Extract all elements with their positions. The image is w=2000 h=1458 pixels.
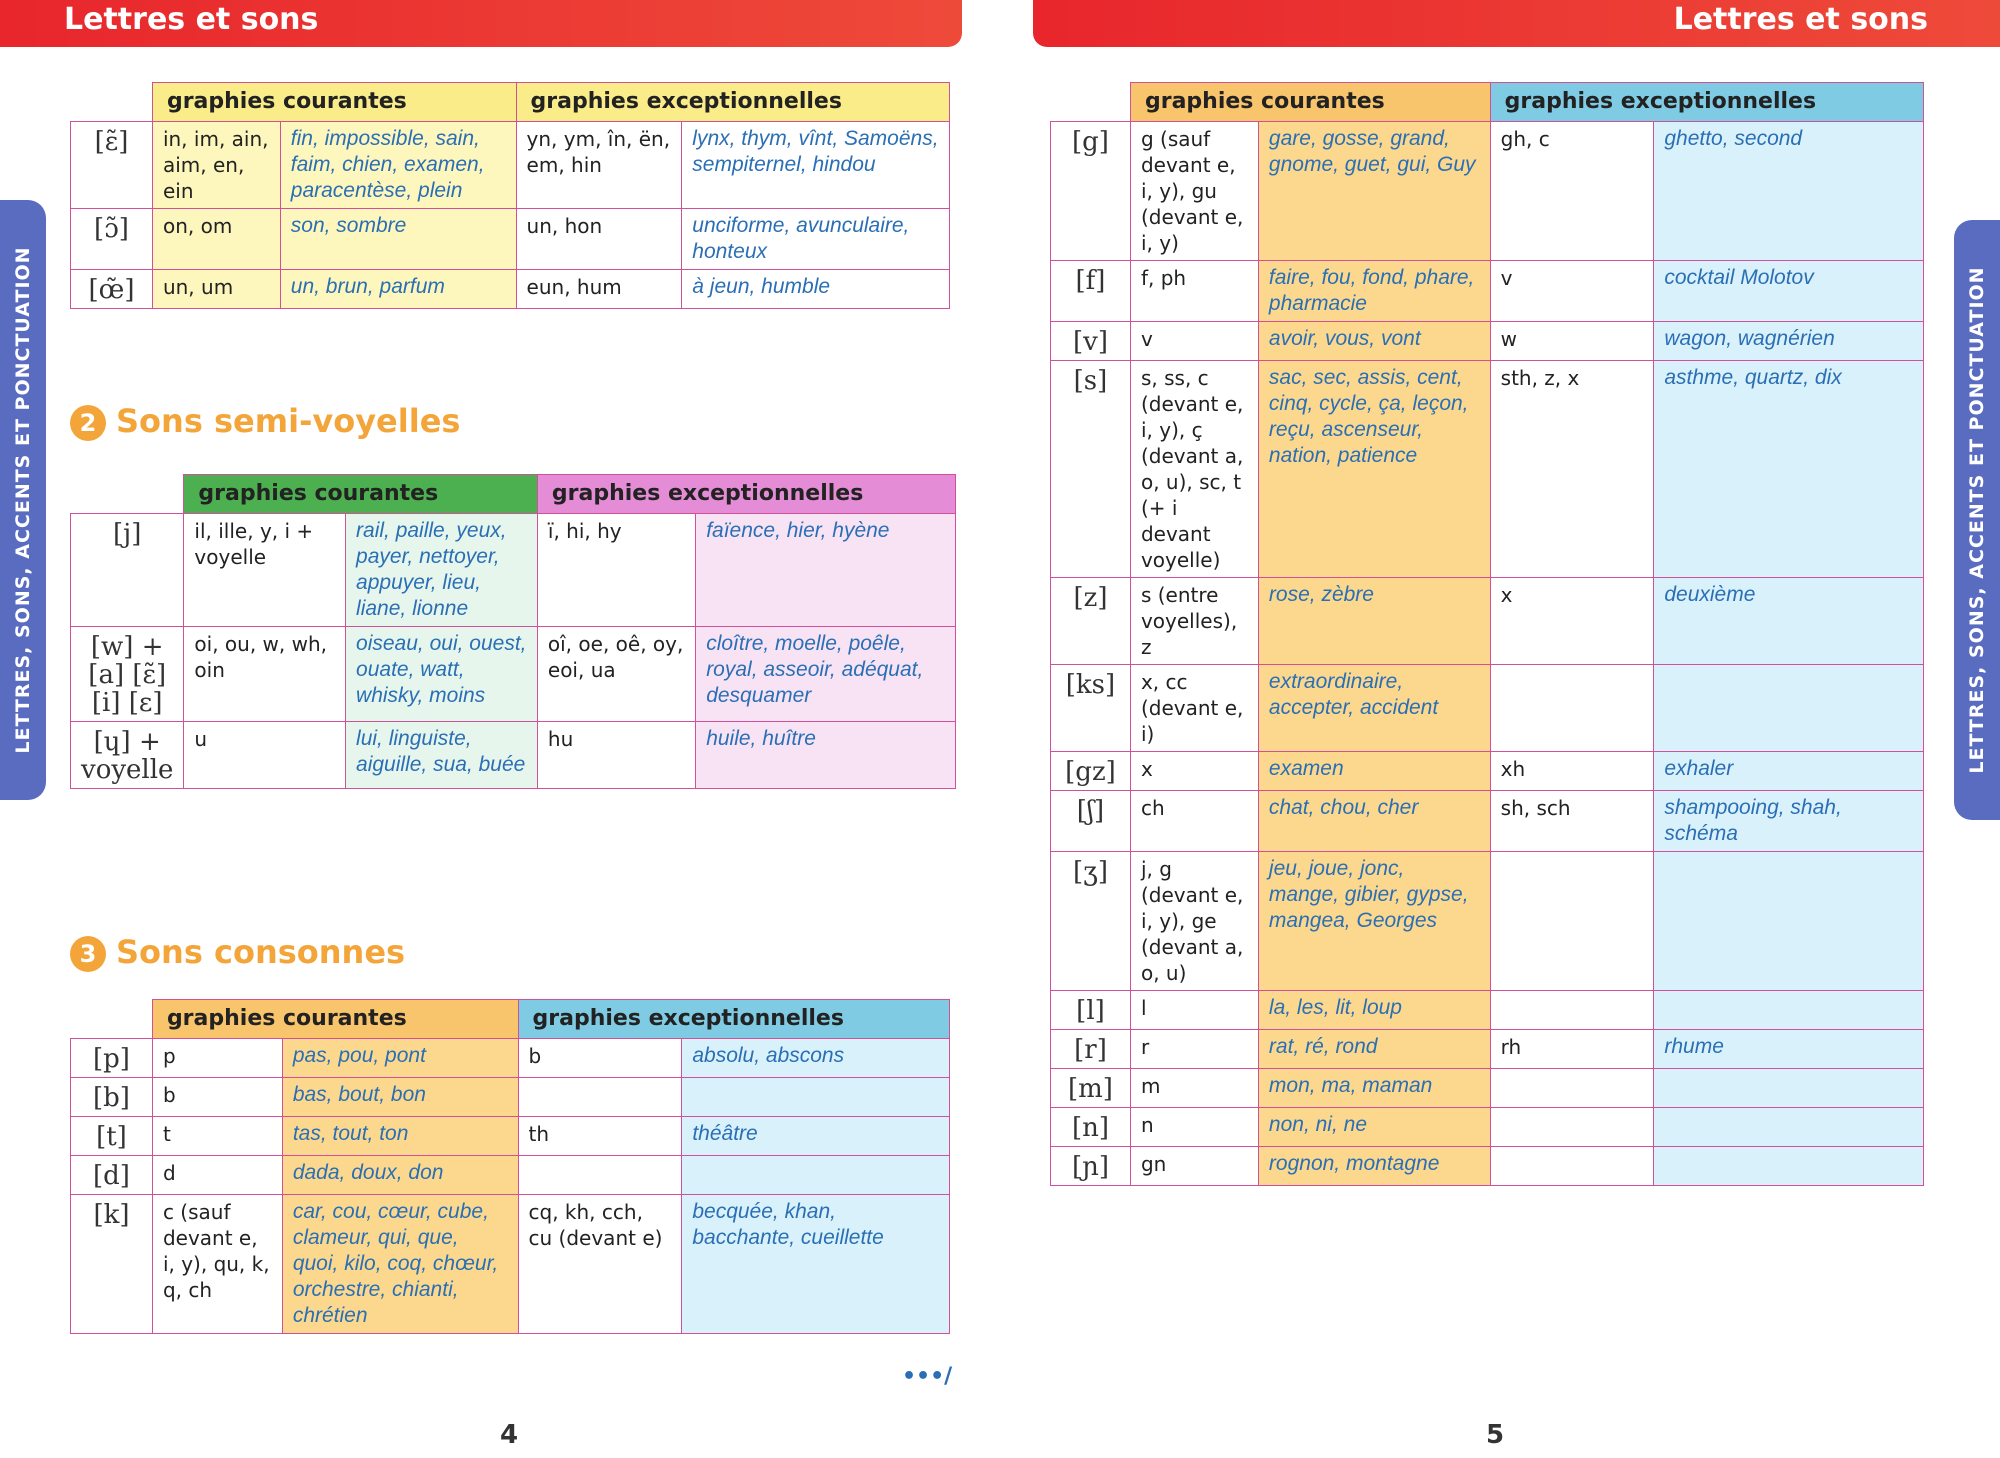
nasal-vowels-table xyxy=(70,82,950,309)
exceptional-examples: huile, huître xyxy=(696,722,956,789)
exceptional-spelling: sh, sch xyxy=(1490,791,1654,852)
phonetic-symbol: [f] xyxy=(1051,261,1131,322)
exceptional-examples: rhume xyxy=(1654,1030,1924,1069)
common-examples: dada, doux, don xyxy=(282,1156,518,1195)
common-spelling: s, ss, c (devant e, i, y), ç (devant a, o, u), sc, t (+ i devant voyelle) xyxy=(1130,361,1258,578)
header-blank xyxy=(71,83,153,122)
table-row xyxy=(1051,852,1924,991)
table-row xyxy=(71,1156,950,1195)
exceptional-examples xyxy=(1654,665,1924,752)
phonetic-symbol: [s] xyxy=(1051,361,1131,578)
table-row xyxy=(71,1078,950,1117)
phonetic-symbol: [k] xyxy=(71,1195,153,1334)
exceptional-spelling xyxy=(1490,1069,1654,1108)
exceptional-spelling: hu xyxy=(537,722,695,789)
common-spelling: b xyxy=(152,1078,282,1117)
common-spelling: j, g (devant e, i, y), ge (devant a, o, u) xyxy=(1130,852,1258,991)
common-examples: oiseau, oui, ouest, ouate, watt, whisky, moins xyxy=(346,627,538,722)
common-spelling: u xyxy=(184,722,346,789)
header-courantes: graphies courantes xyxy=(184,475,537,514)
exceptional-spelling xyxy=(1490,852,1654,991)
exceptional-spelling: x xyxy=(1490,578,1654,665)
exceptional-spelling: w xyxy=(1490,322,1654,361)
common-examples: faire, fou, fond, phare, pharmacie xyxy=(1258,261,1490,322)
common-examples: rat, ré, rond xyxy=(1258,1030,1490,1069)
continued-marker: •••/ xyxy=(902,1364,953,1389)
phonetic-symbol: [ɲ] xyxy=(1051,1147,1131,1186)
exceptional-examples: cocktail Molotov xyxy=(1654,261,1924,322)
exceptional-spelling: ï, hi, hy xyxy=(537,514,695,627)
page-header-left xyxy=(0,0,962,47)
common-spelling: v xyxy=(1130,322,1258,361)
phonetic-symbol: [n] xyxy=(1051,1108,1131,1147)
exceptional-spelling: oî, oe, oê, oy, eoi, ua xyxy=(537,627,695,722)
page-header-right xyxy=(1033,0,2000,47)
common-examples: chat, chou, cher xyxy=(1258,791,1490,852)
exceptional-examples: faïence, hier, hyène xyxy=(696,514,956,627)
header-exceptionnelles: graphies exceptionnelles xyxy=(518,1000,949,1039)
exceptional-examples xyxy=(1654,1108,1924,1147)
exceptional-spelling xyxy=(518,1156,682,1195)
common-spelling: ch xyxy=(1130,791,1258,852)
common-examples: extraordinaire, accepter, accident xyxy=(1258,665,1490,752)
common-spelling: oi, ou, w, wh, oin xyxy=(184,627,346,722)
exceptional-spelling: b xyxy=(518,1039,682,1078)
table-row xyxy=(1051,991,1924,1030)
exceptional-spelling xyxy=(518,1078,682,1117)
table-row xyxy=(71,1039,950,1078)
common-examples: gare, gosse, grand, gnome, guet, gui, Guy xyxy=(1258,122,1490,261)
phonetic-symbol: [v] xyxy=(1051,322,1131,361)
section-number: 2 xyxy=(70,405,106,441)
consonants-table-right xyxy=(1050,82,1924,1186)
common-spelling: m xyxy=(1130,1069,1258,1108)
phonetic-symbol: [w] + [a] [ɛ̃] [i] [ɛ] xyxy=(71,627,184,722)
exceptional-examples: exhaler xyxy=(1654,752,1924,791)
table-row xyxy=(71,122,950,209)
page-header-title: Lettres et sons xyxy=(1673,2,1928,37)
common-examples: lui, linguiste, aiguille, sua, buée xyxy=(346,722,538,789)
common-examples: un, brun, parfum xyxy=(280,270,516,309)
common-spelling: il, ille, y, i + voyelle xyxy=(184,514,346,627)
common-examples: non, ni, ne xyxy=(1258,1108,1490,1147)
header-blank xyxy=(1051,83,1131,122)
page-number-left: 4 xyxy=(500,1420,519,1450)
common-examples: tas, tout, ton xyxy=(282,1117,518,1156)
header-blank xyxy=(71,1000,153,1039)
table-row xyxy=(1051,261,1924,322)
phonetic-symbol: [j] xyxy=(71,514,184,627)
section-number: 3 xyxy=(70,936,106,972)
exceptional-spelling xyxy=(1490,665,1654,752)
exceptional-examples: théâtre xyxy=(682,1117,950,1156)
common-spelling: t xyxy=(152,1117,282,1156)
common-spelling: in, im, ain, aim, en, ein xyxy=(152,122,280,209)
table-row xyxy=(1051,1147,1924,1186)
common-examples: pas, pou, pont xyxy=(282,1039,518,1078)
common-spelling: x xyxy=(1130,752,1258,791)
phonetic-symbol: [m] xyxy=(1051,1069,1131,1108)
common-spelling: s (entre voyelles), z xyxy=(1130,578,1258,665)
side-tab-right xyxy=(1954,220,2000,820)
exceptional-examples xyxy=(1654,1069,1924,1108)
common-examples: jeu, joue, jonc, mange, gibier, gypse, mangea, Georges xyxy=(1258,852,1490,991)
exceptional-spelling: th xyxy=(518,1117,682,1156)
common-examples: avoir, vous, vont xyxy=(1258,322,1490,361)
header-courantes: graphies courantes xyxy=(152,1000,518,1039)
table-row xyxy=(71,1117,950,1156)
exceptional-examples: wagon, wagnérien xyxy=(1654,322,1924,361)
table-row xyxy=(1051,578,1924,665)
exceptional-examples: becquée, khan, bacchante, cueillette xyxy=(682,1195,950,1334)
table-row xyxy=(1051,1069,1924,1108)
common-spelling: f, ph xyxy=(1130,261,1258,322)
exceptional-examples: asthme, quartz, dix xyxy=(1654,361,1924,578)
table-row xyxy=(71,722,956,789)
exceptional-examples: cloître, moelle, poêle, royal, asseoir, adéquat, desquamer xyxy=(696,627,956,722)
common-examples: rognon, montagne xyxy=(1258,1147,1490,1186)
exceptional-examples xyxy=(682,1078,950,1117)
exceptional-spelling xyxy=(1490,1147,1654,1186)
phonetic-symbol: [gz] xyxy=(1051,752,1131,791)
phonetic-symbol: [b] xyxy=(71,1078,153,1117)
table-row xyxy=(1051,1108,1924,1147)
exceptional-spelling: un, hon xyxy=(516,209,682,270)
exceptional-spelling xyxy=(1490,991,1654,1030)
common-examples: bas, bout, bon xyxy=(282,1078,518,1117)
exceptional-examples xyxy=(1654,1147,1924,1186)
section-title-text: Sons semi-voyelles xyxy=(116,402,461,440)
header-exceptionnelles: graphies exceptionnelles xyxy=(1490,83,1923,122)
common-spelling: r xyxy=(1130,1030,1258,1069)
exceptional-spelling: xh xyxy=(1490,752,1654,791)
table-row xyxy=(71,209,950,270)
exceptional-spelling: sth, z, x xyxy=(1490,361,1654,578)
side-tab-label: LETTRES, SONS, ACCENTS ET PONCTUATION xyxy=(1966,266,1988,774)
table-row xyxy=(1051,322,1924,361)
exceptional-examples: absolu, abscons xyxy=(682,1039,950,1078)
header-exceptionnelles: graphies exceptionnelles xyxy=(537,475,955,514)
table-row xyxy=(71,1195,950,1334)
exceptional-examples xyxy=(1654,852,1924,991)
semi-vowels-table xyxy=(70,474,956,789)
page-number-right: 5 xyxy=(1486,1420,1505,1450)
exceptional-examples: ghetto, second xyxy=(1654,122,1924,261)
phonetic-symbol: [œ̃] xyxy=(71,270,153,309)
common-spelling: d xyxy=(152,1156,282,1195)
phonetic-symbol: [ʒ] xyxy=(1051,852,1131,991)
exceptional-examples: à jeun, humble xyxy=(682,270,950,309)
section-title-consonnes xyxy=(70,933,405,972)
phonetic-symbol: [g] xyxy=(1051,122,1131,261)
common-examples: mon, ma, maman xyxy=(1258,1069,1490,1108)
common-spelling: gn xyxy=(1130,1147,1258,1186)
exceptional-spelling: v xyxy=(1490,261,1654,322)
phonetic-symbol: [ʃ] xyxy=(1051,791,1131,852)
exceptional-spelling: yn, ym, în, ën, em, hin xyxy=(516,122,682,209)
side-tab-label: LETTRES, SONS, ACCENTS ET PONCTUATION xyxy=(12,246,34,754)
common-spelling: g (sauf devant e, i, y), gu (devant e, i, y) xyxy=(1130,122,1258,261)
table-row xyxy=(1051,791,1924,852)
common-spelling: x, cc (devant e, i) xyxy=(1130,665,1258,752)
common-examples: fin, impossible, sain, faim, chien, examen, paracentèse, plein xyxy=(280,122,516,209)
common-spelling: on, om xyxy=(152,209,280,270)
phonetic-symbol: [z] xyxy=(1051,578,1131,665)
section-title-text: Sons consonnes xyxy=(116,933,406,971)
consonants-table-left xyxy=(70,999,950,1334)
phonetic-symbol: [t] xyxy=(71,1117,153,1156)
header-blank xyxy=(71,475,184,514)
common-spelling: c (sauf devant e, i, y), qu, k, q, ch xyxy=(152,1195,282,1334)
table-row xyxy=(71,270,950,309)
phonetic-symbol: [d] xyxy=(71,1156,153,1195)
table-row xyxy=(71,514,956,627)
common-examples: rail, paille, yeux, payer, nettoyer, appuyer, lieu, liane, lionne xyxy=(346,514,538,627)
exceptional-examples: lynx, thym, vînt, Samoëns, sempiternel, hindou xyxy=(682,122,950,209)
exceptional-examples xyxy=(1654,991,1924,1030)
common-examples: la, les, lit, loup xyxy=(1258,991,1490,1030)
section-title-semi-voyelles xyxy=(70,402,460,441)
phonetic-symbol: [ɥ] + voyelle xyxy=(71,722,184,789)
exceptional-examples: shampooing, shah, schéma xyxy=(1654,791,1924,852)
common-examples: son, sombre xyxy=(280,209,516,270)
exceptional-spelling: rh xyxy=(1490,1030,1654,1069)
side-tab-left xyxy=(0,200,46,800)
header-exceptionnelles: graphies exceptionnelles xyxy=(516,83,949,122)
exceptional-spelling xyxy=(1490,1108,1654,1147)
exceptional-examples: deuxième xyxy=(1654,578,1924,665)
exceptional-spelling: eun, hum xyxy=(516,270,682,309)
page-header-title: Lettres et sons xyxy=(64,2,319,37)
exceptional-spelling: gh, c xyxy=(1490,122,1654,261)
table-row xyxy=(71,627,956,722)
phonetic-symbol: [r] xyxy=(1051,1030,1131,1069)
exceptional-spelling: cq, kh, cch, cu (devant e) xyxy=(518,1195,682,1334)
table-row xyxy=(1051,122,1924,261)
common-spelling: p xyxy=(152,1039,282,1078)
common-examples: sac, sec, assis, cent, cinq, cycle, ça, leçon, reçu, ascenseur, nation, patience xyxy=(1258,361,1490,578)
common-examples: examen xyxy=(1258,752,1490,791)
phonetic-symbol: [p] xyxy=(71,1039,153,1078)
table-row xyxy=(1051,361,1924,578)
table-row xyxy=(1051,1030,1924,1069)
common-spelling: un, um xyxy=(152,270,280,309)
phonetic-symbol: [ks] xyxy=(1051,665,1131,752)
table-row xyxy=(1051,665,1924,752)
common-examples: car, cou, cœur, cube, clameur, qui, que, quoi, kilo, coq, chœur, orchestre, chianti, chrétien xyxy=(282,1195,518,1334)
phonetic-symbol: [ɛ̃] xyxy=(71,122,153,209)
common-spelling: l xyxy=(1130,991,1258,1030)
common-examples: rose, zèbre xyxy=(1258,578,1490,665)
table-row xyxy=(1051,752,1924,791)
header-courantes: graphies courantes xyxy=(152,83,516,122)
phonetic-symbol: [ɔ̃] xyxy=(71,209,153,270)
exceptional-examples xyxy=(682,1156,950,1195)
exceptional-examples: unciforme, avunculaire, honteux xyxy=(682,209,950,270)
header-courantes: graphies courantes xyxy=(1130,83,1490,122)
common-spelling: n xyxy=(1130,1108,1258,1147)
phonetic-symbol: [l] xyxy=(1051,991,1131,1030)
